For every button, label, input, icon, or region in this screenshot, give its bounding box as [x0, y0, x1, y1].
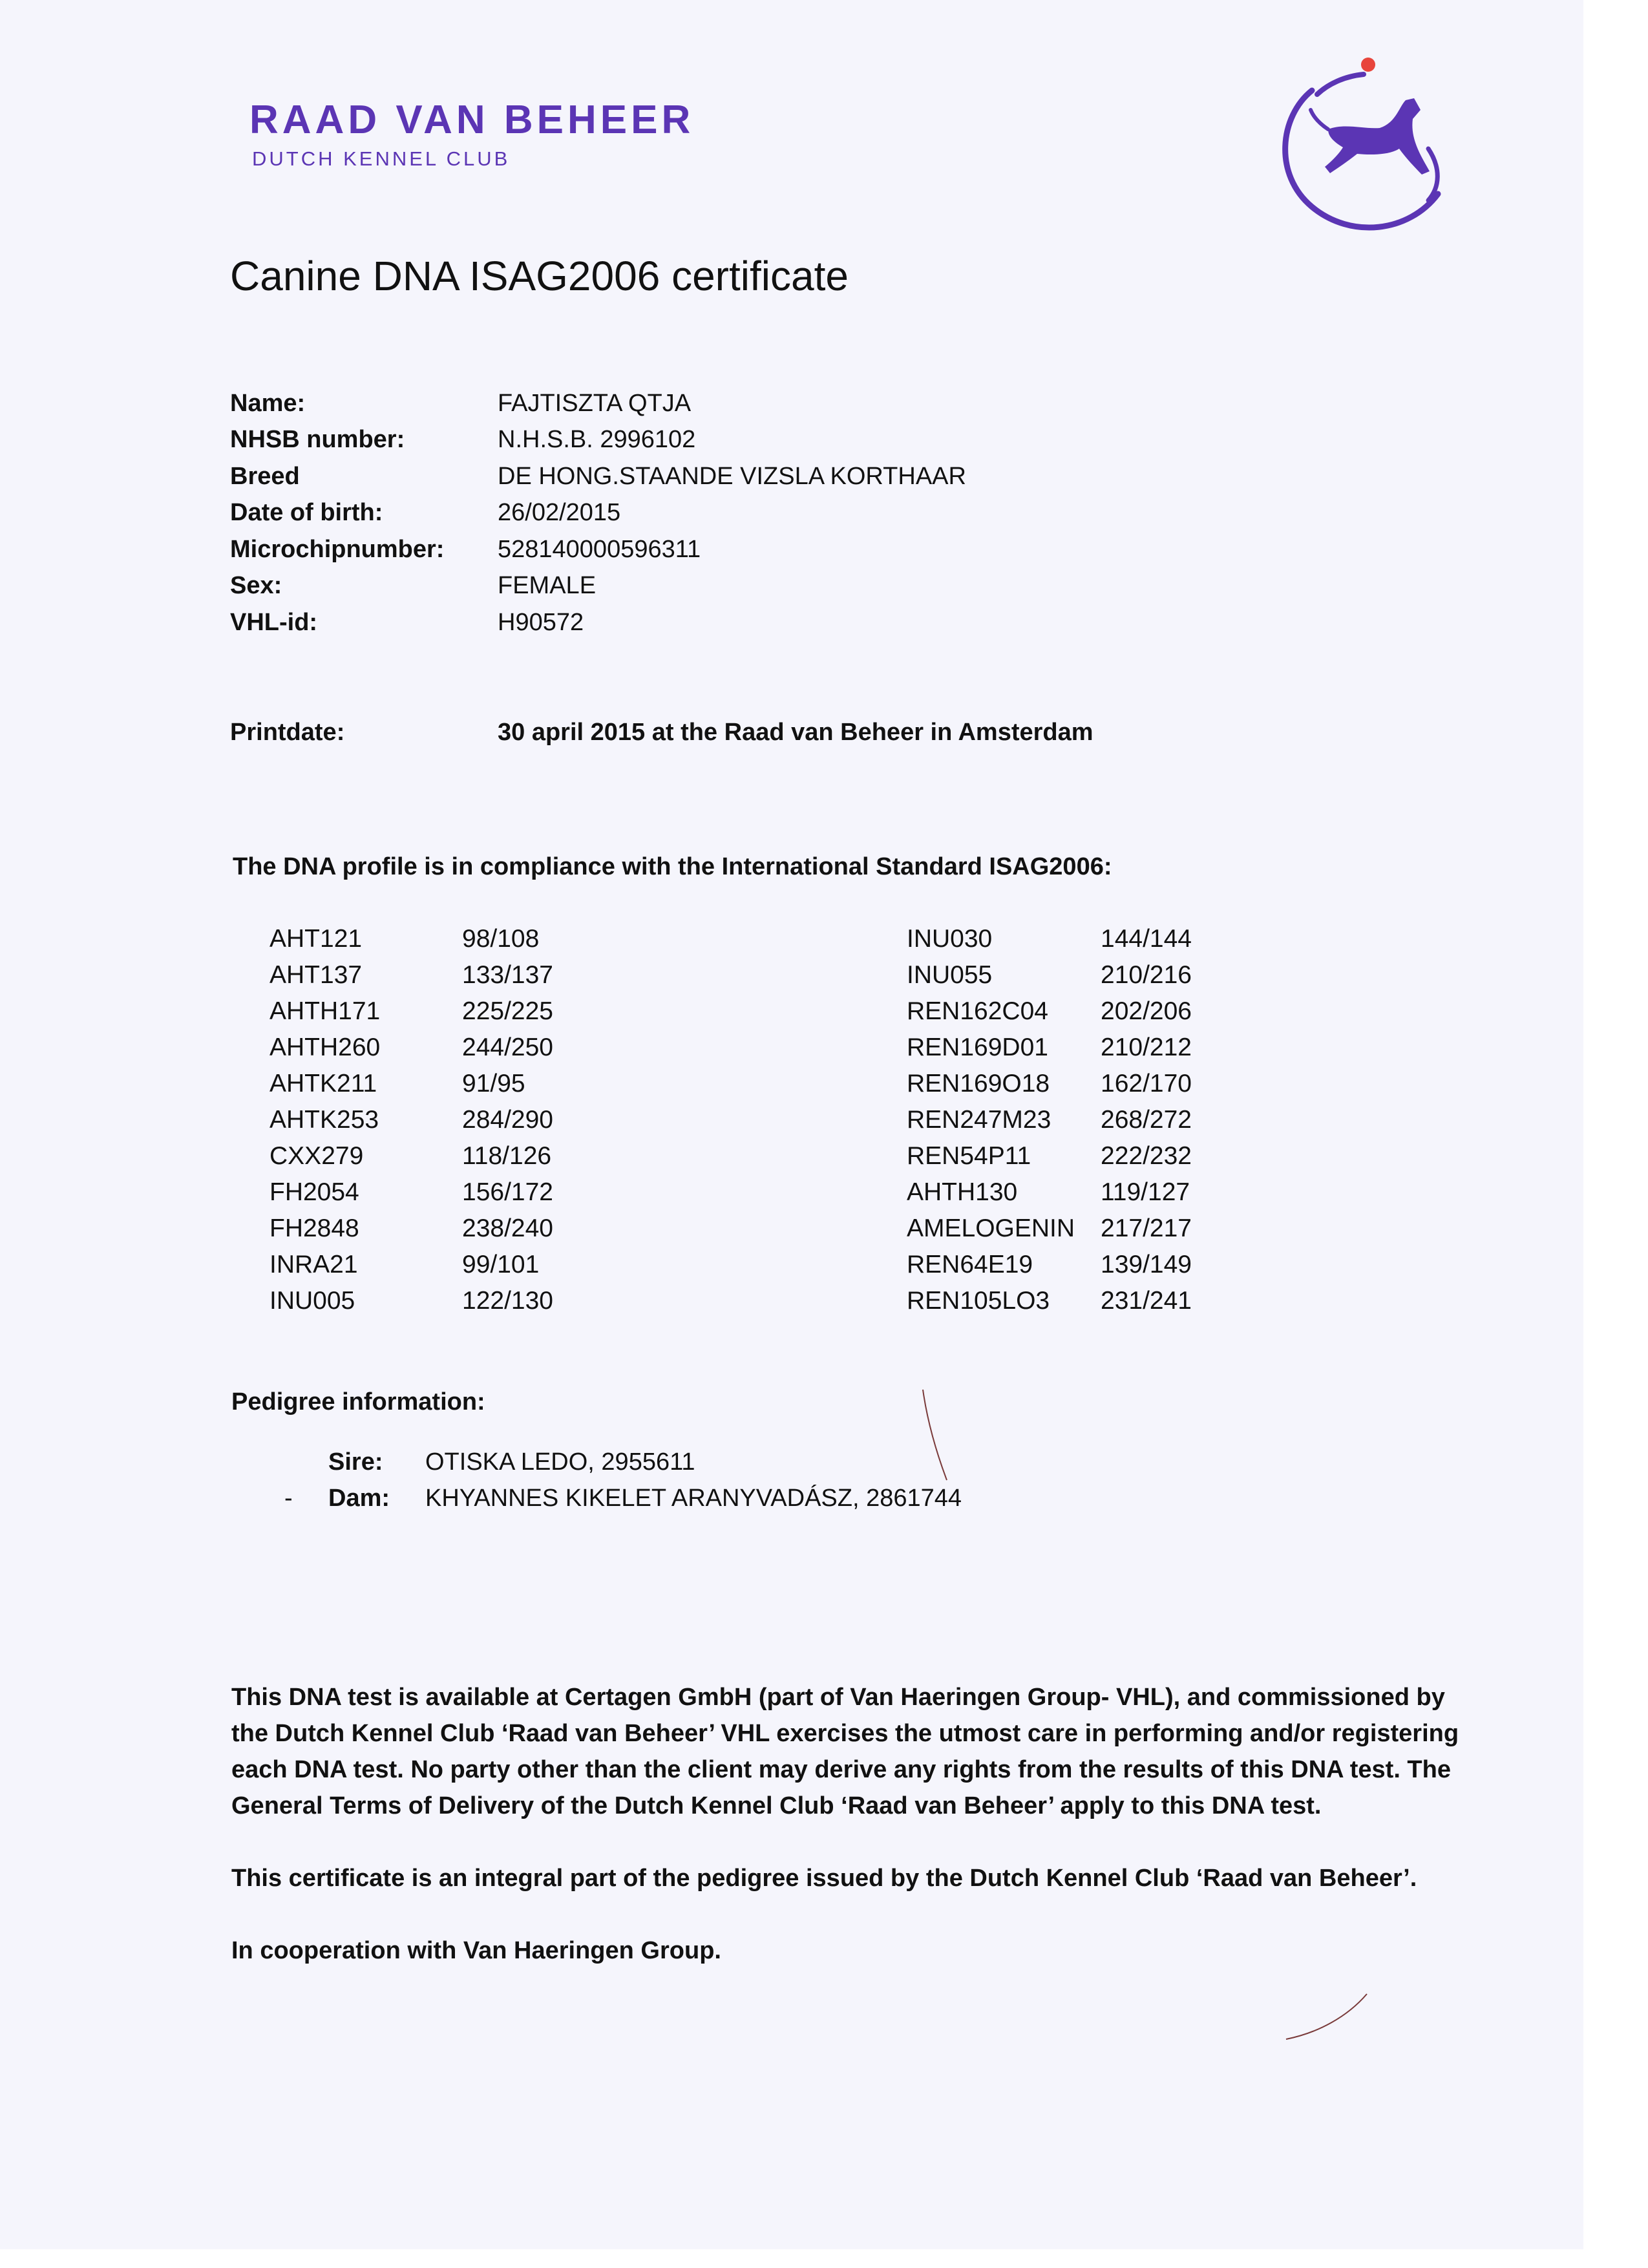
marker-row: [907, 1138, 1192, 1174]
detail-label: Microchipnumber:: [230, 535, 445, 563]
marker-row: [269, 993, 553, 1030]
dna-profile-right-column: [907, 921, 1192, 1319]
marker-alleles: 284/290: [462, 1106, 553, 1134]
pedigree-heading: Pedigree information:: [231, 1388, 485, 1415]
marker-row: [907, 1066, 1192, 1102]
disclaimer-paragraph: In cooperation with Van Haeringen Group.: [231, 1937, 721, 1964]
dog-in-circle-logo-icon: [1267, 52, 1480, 252]
marker-row: [907, 1283, 1192, 1319]
detail-value: DE HONG.STAANDE VIZSLA KORTHAAR: [498, 462, 966, 490]
disclaimer: [231, 1679, 1472, 1969]
detail-row-nhsb-number: [230, 422, 966, 459]
detail-label: Sex:: [230, 572, 282, 600]
marker-alleles: 91/95: [462, 1070, 525, 1097]
detail-row-sex: [230, 568, 966, 605]
marker-alleles: 222/232: [1101, 1142, 1192, 1170]
marker-alleles: 202/206: [1101, 997, 1192, 1025]
printdate-label: Printdate:: [230, 719, 345, 746]
marker-alleles: 210/212: [1101, 1033, 1192, 1061]
parent-dash: -: [284, 1484, 293, 1512]
detail-label: Date of birth:: [230, 499, 383, 527]
marker-name: CXX279: [269, 1142, 364, 1170]
marker-row: [269, 1030, 553, 1066]
disclaimer-paragraph: This DNA test is available at Certagen GmbH (part of Van Haeringen Group- VHL), and commissioned by the Dutch Kennel Club ‘Raad van Beheer’ VHL exercises the utmost care in performing and/or registering each DNA test. No party other than the client may derive any rights from the results of this DNA test. The General Terms of Delivery of the Dutch Kennel Club ‘Raad van Beheer’ apply to this DNA test.: [231, 1684, 1459, 1819]
marker-name: REN247M23: [907, 1106, 1051, 1134]
marker-name: REN169D01: [907, 1033, 1048, 1061]
marker-row: [907, 1211, 1192, 1247]
detail-value: H90572: [498, 608, 584, 636]
marker-alleles: 210/216: [1101, 961, 1192, 989]
marker-alleles: 217/217: [1101, 1214, 1192, 1242]
marker-alleles: 244/250: [462, 1033, 553, 1061]
marker-row: [269, 921, 553, 957]
detail-value: N.H.S.B. 2996102: [498, 426, 696, 454]
pedigree-parents: [284, 1444, 962, 1516]
marker-name: INU005: [269, 1287, 355, 1315]
marker-row: [907, 921, 1192, 957]
marker-name: AHTH171: [269, 997, 381, 1025]
marker-name: INU055: [907, 961, 993, 989]
marker-name: INU030: [907, 925, 993, 953]
marker-row: [269, 1138, 553, 1174]
detail-value: 26/02/2015: [498, 499, 621, 527]
marker-name: FH2848: [269, 1214, 359, 1242]
marker-name: REN105LO3: [907, 1287, 1050, 1315]
detail-row-name: [230, 385, 966, 422]
marker-name: REN54P11: [907, 1142, 1031, 1170]
marker-name: INRA21: [269, 1251, 358, 1278]
detail-row-vhl-id: [230, 604, 966, 641]
marker-alleles: 144/144: [1101, 925, 1192, 953]
parent-label: Sire:: [328, 1448, 383, 1476]
parent-value: KHYANNES KIKELET ARANYVADÁSZ, 2861744: [425, 1484, 962, 1512]
marker-row: [269, 1102, 553, 1138]
marker-name: REN169O18: [907, 1070, 1050, 1097]
marker-alleles: 118/126: [462, 1142, 552, 1170]
parent-value: OTISKA LEDO, 2955611: [425, 1448, 695, 1476]
detail-label: Name:: [230, 389, 306, 417]
marker-name: REN64E19: [907, 1251, 1033, 1278]
marker-alleles: 133/137: [462, 961, 553, 989]
detail-value: FAJTISZTA QTJA: [498, 389, 692, 417]
marker-alleles: 99/101: [462, 1251, 540, 1278]
marker-row: [907, 1247, 1192, 1283]
marker-row: [907, 1030, 1192, 1066]
marker-row: [907, 993, 1192, 1030]
marker-alleles: 122/130: [462, 1287, 553, 1315]
page-title: Canine DNA ISAG2006 certificate: [230, 253, 849, 299]
marker-alleles: 225/225: [462, 997, 553, 1025]
marker-alleles: 162/170: [1101, 1070, 1192, 1097]
parent-row-sire: [284, 1444, 962, 1480]
marker-row: [269, 1066, 553, 1102]
marker-row: [907, 957, 1192, 993]
marker-alleles: 238/240: [462, 1214, 553, 1242]
dna-profile-left-column: [269, 921, 553, 1319]
marker-alleles: 119/127: [1101, 1178, 1190, 1206]
marker-row: [269, 1211, 553, 1247]
marker-name: AHT121: [269, 925, 363, 953]
marker-row: [269, 1247, 553, 1283]
marker-name: AMELOGENIN: [907, 1214, 1075, 1242]
detail-row-breed: [230, 458, 966, 495]
detail-value: FEMALE: [498, 572, 597, 600]
disclaimer-paragraph: This certificate is an integral part of the pedigree issued by the Dutch Kennel Club ‘Raad van Beheer’.: [231, 1865, 1417, 1892]
detail-label: Breed: [230, 462, 300, 490]
brand-subtitle: DUTCH KENNEL CLUB: [252, 147, 511, 170]
marker-alleles: 156/172: [462, 1178, 553, 1206]
marker-name: AHT137: [269, 961, 363, 989]
detail-label: VHL-id:: [230, 608, 318, 636]
marker-name: REN162C04: [907, 997, 1048, 1025]
marker-name: AHTK211: [269, 1070, 377, 1097]
marker-row: [269, 957, 553, 993]
marker-row: [269, 1174, 553, 1211]
detail-label: NHSB number:: [230, 426, 405, 454]
marker-alleles: 231/241: [1101, 1287, 1192, 1315]
marker-alleles: 139/149: [1101, 1251, 1192, 1278]
dog-details: [230, 385, 966, 641]
printdate-value: 30 april 2015 at the Raad van Beheer in Amsterdam: [498, 719, 1093, 746]
printdate-row: [230, 719, 1093, 747]
marker-row: [907, 1102, 1192, 1138]
marker-name: AHTK253: [269, 1106, 379, 1134]
marker-name: FH2054: [269, 1178, 359, 1206]
marker-row: [907, 1174, 1192, 1211]
marker-alleles: 268/272: [1101, 1106, 1192, 1134]
marker-name: AHTH260: [269, 1033, 381, 1061]
parent-label: Dam:: [328, 1484, 390, 1512]
brand-name: RAAD VAN BEHEER: [249, 98, 695, 142]
parent-row-dam: [284, 1480, 962, 1516]
marker-alleles: 98/108: [462, 925, 540, 953]
marker-row: [269, 1283, 553, 1319]
detail-row-date-of-birth: [230, 495, 966, 532]
detail-row-microchip: [230, 531, 966, 568]
compliance-heading: The DNA profile is in compliance with the International Standard ISAG2006:: [233, 853, 1112, 880]
detail-value: 528140000596311: [498, 535, 701, 563]
marker-name: AHTH130: [907, 1178, 1018, 1206]
